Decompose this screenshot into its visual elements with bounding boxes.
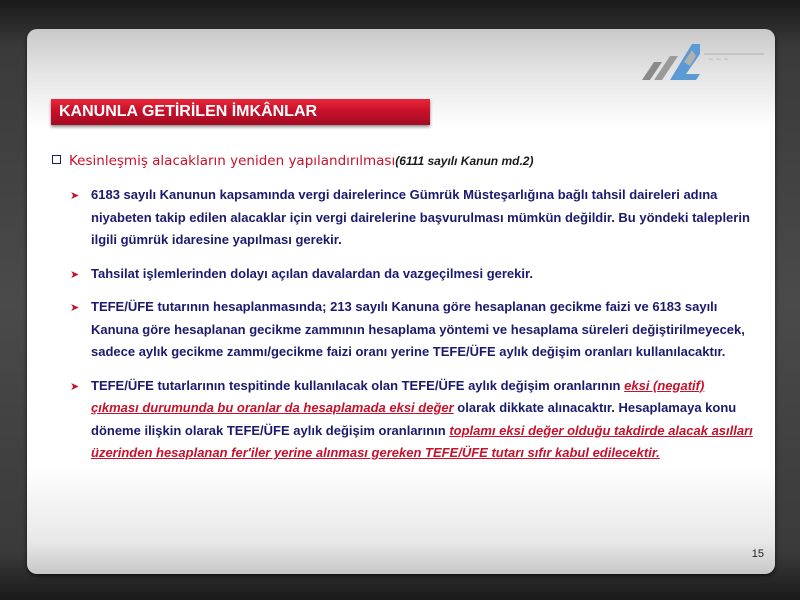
arrow-bullet-icon: ➤ [70, 189, 80, 202]
highlighted-text: toplamı eksi değer olduğu takdirde alacak asılları üzerinden hesaplanan fer'iler yerine alınması gereken TEFE/ÜFE tutarı sıfır kabul edilecektir. [91, 422, 753, 460]
main-bullet [52, 153, 772, 169]
list-item [70, 263, 755, 286]
list-item-text: Tahsilat işlemlerinden dolayı açılan davalardan da vazgeçilmesi gerekir. [91, 265, 533, 281]
sub-bullet-list [70, 184, 755, 476]
law-reference: (6111 sayılı Kanun md.2) [395, 154, 534, 168]
highlighted-text: eksi (negatif) çıkması durumunda bu oranlar da hesaplamada eksi değer [91, 377, 705, 415]
text-segment: TEFE/ÜFE tutarlarının tespitinde kullanılacak olan TEFE/ÜFE aylık değişim oranlarının [91, 377, 625, 393]
arrow-bullet-icon: ➤ [70, 379, 80, 393]
square-bullet-icon [52, 155, 61, 164]
svg-text:~ ~ ~: ~ ~ ~ [708, 54, 729, 64]
main-bullet-text: Kesinleşmiş alacakların yeniden yapılandırılması [69, 153, 396, 169]
company-logo-icon [640, 40, 768, 84]
list-item [70, 296, 755, 364]
list-item-text: TEFE/ÜFE tutarının hesaplanmasında; 213 sayılı Kanuna göre hesaplanan gecikme faizi ve 6183 sayılı Kanuna göre hesaplanan gecikme zammının hesaplama yöntemi ve hesaplama süreleri değiştirilmeyecek, sadece aylık gecikme zammı/gecikme faizi oranı yerine TEFE/ÜFE aylık değişim oranları kullanılacaktır. [91, 299, 745, 359]
text-segment: olarak dikkate alınacaktır. Hesaplamaya konu döneme ilişkin olarak TEFE/ÜFE aylık değişim oranlarının [91, 400, 737, 438]
page-title: KANUNLA GETİRİLEN İMKÂNLAR [51, 99, 430, 125]
arrow-bullet-icon: ➤ [70, 301, 80, 314]
list-item-text [91, 375, 755, 465]
list-item-text: 6183 sayılı Kanunun kapsamında vergi dairelerince Gümrük Müsteşarlığına bağlı tahsil daireleri adına niyabeten takip edilen alacaklar için vergi dairelerine başvurulması mümkün değildir. Bu yöndeki taleplerin ilgili gümrük idaresine yapılması gerekir. [91, 187, 750, 247]
page-number: 15 [751, 548, 764, 560]
arrow-bullet-icon: ➤ [70, 267, 80, 281]
list-item [70, 184, 755, 252]
list-item [70, 375, 755, 465]
